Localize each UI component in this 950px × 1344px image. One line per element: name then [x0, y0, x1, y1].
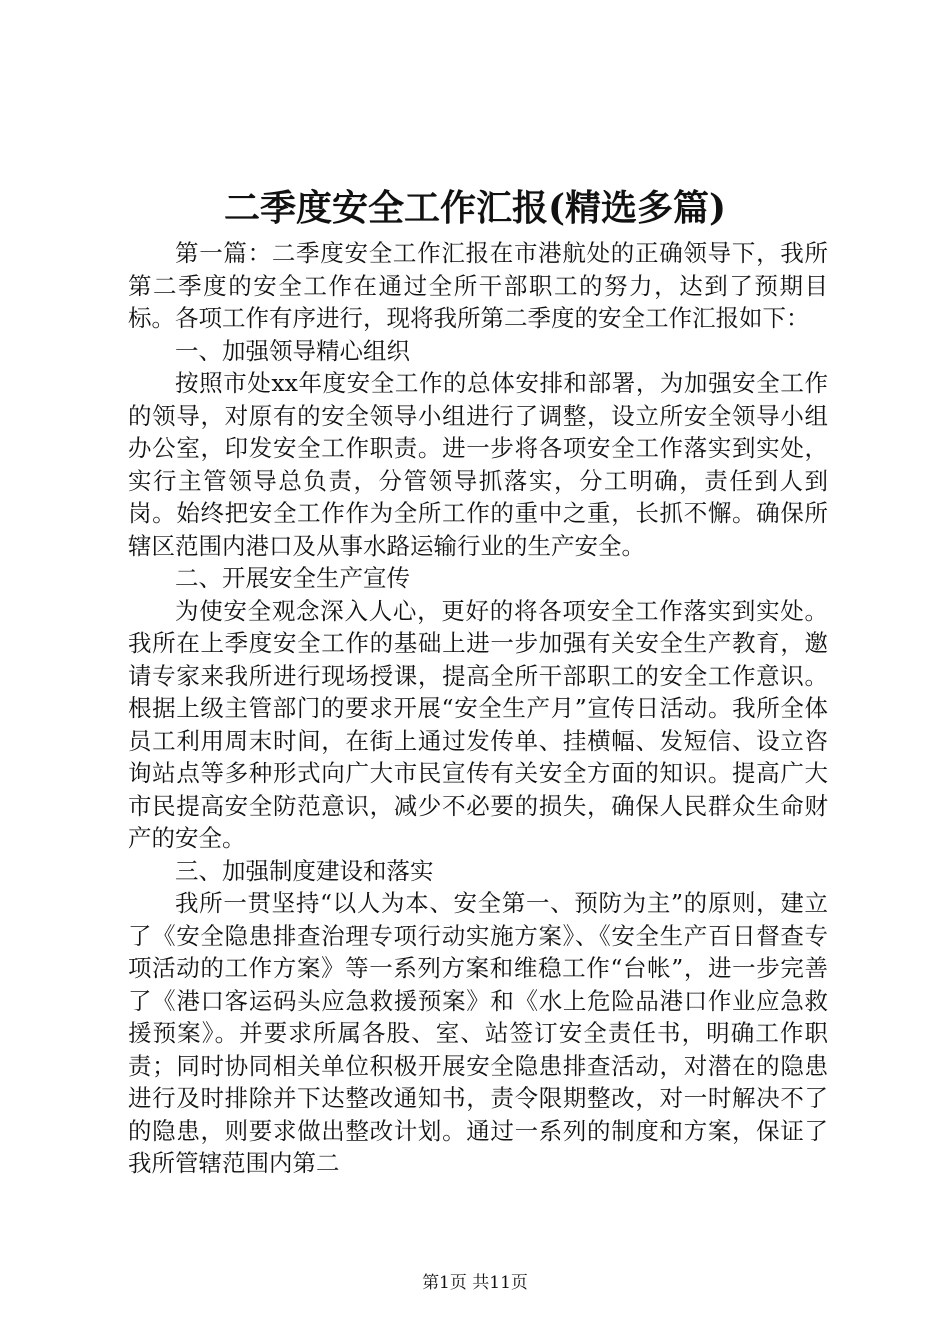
paragraph-section-3: 我所一贯坚持“以人为本、安全第一、预防为主”的原则，建立了《安全隐患排查治理专项行动实施方案》、《安全生产百日督查专项活动的工作方案》等一系列方案和维稳工作“台帐”，进一步完善了《港口客运码头应急救援预案》和《水上危险品港口作业应急救援预案》。并要求所属各股、室、站签订安全责任书，明确工作职责；同时协同相关单位积极开展安全隐患排查活动，对潜在的隐患进行及时排除并下达整改通知书，责令限期整改，对一时解决不了的隐患，则要求做出整改计划。通过一系列的制度和方案，保证了我所管辖范围内第二 — [128, 889, 828, 1177]
paragraph-intro: 第一篇：二季度安全工作汇报在市港航处的正确领导下，我所第二季度的安全工作在通过全所干部职工的努力，达到了预期目标。各项工作有序进行，现将我所第二季度的安全工作汇报如下： — [128, 239, 828, 332]
document-body — [128, 237, 828, 1180]
document-title: 二季度安全工作汇报(精选多篇) — [223, 187, 727, 229]
paragraph-section-2: 为使安全观念深入人心，更好的将各项安全工作落实到实处。我所在上季度安全工作的基础上进一步加强有关安全生产教育，邀请专家来我所进行现场授课，提高全所干部职工的安全工作意识。根据上级主管部门的要求开展“安全生产月”宣传日活动。我所全体员工利用周末时间，在街上通过发传单、挂横幅、发短信、设立咨询站点等多种形式向广大市民宣传有关安全方面的知识。提高广大市民提高安全防范意识，减少不必要的损失，确保人民群众生命财产的安全。 — [128, 596, 828, 852]
section-heading-1: 一、加强领导精心组织 — [175, 336, 410, 365]
page-number-footer: 第1页 共11页 — [422, 1273, 528, 1293]
section-heading-2: 二、开展安全生产宣传 — [175, 564, 410, 592]
section-heading-3: 三、加强制度建设和落实 — [175, 856, 434, 885]
paragraph-section-1: 按照市处xx年度安全工作的总体安排和部署，为加强安全工作的领导，对原有的安全领导小组进行了调整，设立所安全领导小组办公室，印发安全工作职责。进一步将各项安全工作落实到实处，实行主管领导总负责，分管领导抓落实，分工明确，责任到人到岗。始终把安全工作作为全所工作的重中之重，长抓不懈。确保所辖区范围内港口及从事水路运输行业的生产安全。 — [128, 369, 828, 560]
